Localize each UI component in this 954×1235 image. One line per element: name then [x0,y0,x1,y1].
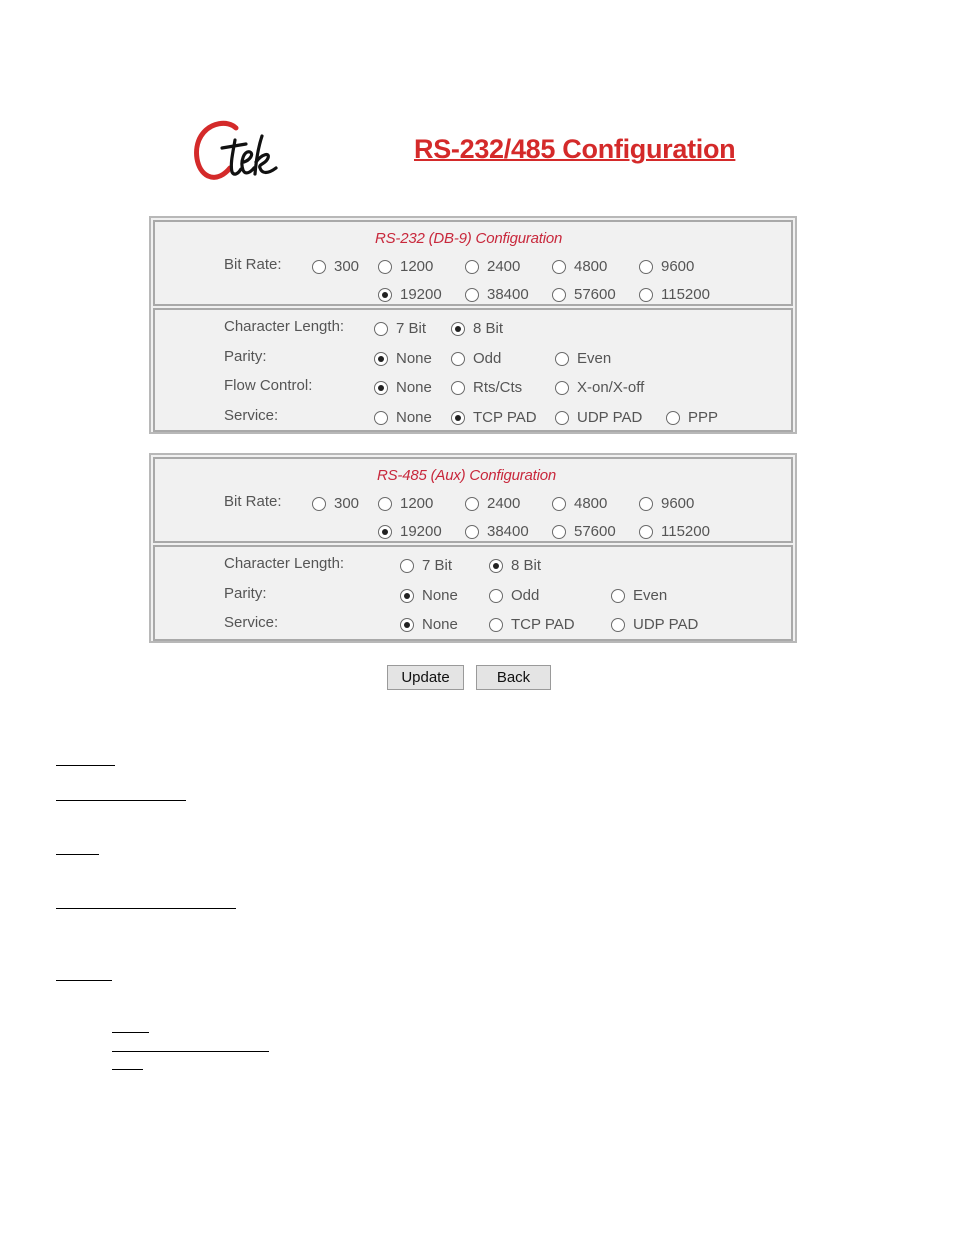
radio-icon [374,411,388,425]
rs485-charlen-7bit[interactable]: 7 Bit [400,557,452,574]
rs485-bit-rate-label: Bit Rate: [224,493,282,510]
rs232-charlen-7bit[interactable]: 7 Bit [374,320,426,337]
radio-icon [465,288,479,302]
radio-selected-icon [378,525,392,539]
radio-selected-icon [400,589,414,603]
rs485-bitrate-2400[interactable]: 2400 [465,495,520,512]
radio-icon [312,260,326,274]
radio-icon [666,411,680,425]
rs232-bitrate-19200[interactable]: 19200 [378,286,442,303]
rs485-bitrate-section [153,457,793,543]
underline-rule [56,908,236,909]
radio-icon [400,559,414,573]
rs485-charlen-8bit[interactable]: 8 Bit [489,557,541,574]
radio-icon [378,497,392,511]
radio-icon [451,352,465,366]
rs485-parity-odd[interactable]: Odd [489,587,539,604]
radio-icon [374,322,388,336]
radio-icon [555,352,569,366]
radio-icon [639,260,653,274]
radio-icon [465,525,479,539]
rs232-service-none[interactable]: None [374,409,432,426]
radio-icon [639,288,653,302]
rs232-panel [149,216,797,434]
rs232-service-udppad[interactable]: UDP PAD [555,409,642,426]
rs485-parity-label: Parity: [224,585,267,602]
radio-icon [639,525,653,539]
rs485-service-udppad[interactable]: UDP PAD [611,616,698,633]
radio-selected-icon [378,288,392,302]
rs232-service-label: Service: [224,407,279,424]
radio-icon [552,497,566,511]
rs485-char-length-label: Character Length: [224,555,345,572]
rs232-bitrate-9600[interactable]: 9600 [639,258,694,275]
radio-selected-icon [400,618,414,632]
radio-icon [312,497,326,511]
radio-icon [489,589,503,603]
rs485-service-label: Service: [224,614,279,631]
radio-selected-icon [451,322,465,336]
rs232-settings-section [153,308,793,432]
rs232-parity-even[interactable]: Even [555,350,611,367]
rs232-bitrate-4800[interactable]: 4800 [552,258,607,275]
update-button[interactable]: Update [387,665,464,690]
radio-icon [465,497,479,511]
rs232-bit-rate-label: Bit Rate: [224,256,282,273]
radio-icon [555,411,569,425]
rs232-bitrate-2400[interactable]: 2400 [465,258,520,275]
rs232-bitrate-1200[interactable]: 1200 [378,258,433,275]
rs232-parity-none[interactable]: None [374,350,432,367]
rs232-bitrate-57600[interactable]: 57600 [552,286,616,303]
underline-rule [56,854,99,855]
underline-rule [112,1051,269,1052]
rs485-bitrate-38400[interactable]: 38400 [465,523,529,540]
page-title: RS-232/485 Configuration [414,134,736,164]
rs485-bitrate-115200[interactable]: 115200 [639,523,710,540]
rs232-service-tcppad[interactable]: TCP PAD [451,409,537,426]
rs485-parity-none[interactable]: None [400,587,458,604]
rs485-settings-section [153,545,793,641]
radio-icon [639,497,653,511]
rs485-bitrate-9600[interactable]: 9600 [639,495,694,512]
radio-selected-icon [374,381,388,395]
radio-selected-icon [374,352,388,366]
radio-icon [552,525,566,539]
underline-rule [112,1032,149,1033]
radio-icon [552,288,566,302]
rs485-service-tcppad[interactable]: TCP PAD [489,616,575,633]
rs232-parity-label: Parity: [224,348,267,365]
rs232-flow-rtscts[interactable]: Rts/Cts [451,379,522,396]
radio-icon [611,589,625,603]
rs485-bitrate-4800[interactable]: 4800 [552,495,607,512]
radio-selected-icon [489,559,503,573]
underline-rule [56,800,186,801]
rs232-bitrate-section [153,220,793,306]
radio-selected-icon [451,411,465,425]
underline-rule [112,1069,143,1070]
rs485-bitrate-1200[interactable]: 1200 [378,495,433,512]
rs232-flow-none[interactable]: None [374,379,432,396]
rs232-bitrate-38400[interactable]: 38400 [465,286,529,303]
radio-icon [465,260,479,274]
radio-icon [489,618,503,632]
rs485-bitrate-57600[interactable]: 57600 [552,523,616,540]
rs232-parity-odd[interactable]: Odd [451,350,501,367]
radio-icon [555,381,569,395]
rs485-panel [149,453,797,643]
radio-icon [378,260,392,274]
radio-icon [451,381,465,395]
rs232-bitrate-300[interactable]: 300 [312,258,359,275]
underline-rule [56,765,115,766]
rs485-section-title: RS-485 (Aux) Configuration [377,467,557,484]
radio-icon [552,260,566,274]
rs232-service-ppp[interactable]: PPP [666,409,718,426]
back-button[interactable]: Back [476,665,551,690]
rs485-service-none[interactable]: None [400,616,458,633]
rs232-flow-label: Flow Control: [224,377,313,394]
underline-rule [56,980,112,981]
ctek-logo [192,118,292,186]
rs232-flow-xonxoff[interactable]: X-on/X-off [555,379,644,396]
rs232-section-title: RS-232 (DB-9) Configuration [375,230,563,247]
radio-icon [611,618,625,632]
rs232-bitrate-115200[interactable]: 115200 [639,286,710,303]
rs485-parity-even[interactable]: Even [611,587,667,604]
rs485-bitrate-19200[interactable]: 19200 [378,523,442,540]
rs232-char-length-label: Character Length: [224,318,345,335]
rs485-bitrate-300[interactable]: 300 [312,495,359,512]
rs232-charlen-8bit[interactable]: 8 Bit [451,320,503,337]
